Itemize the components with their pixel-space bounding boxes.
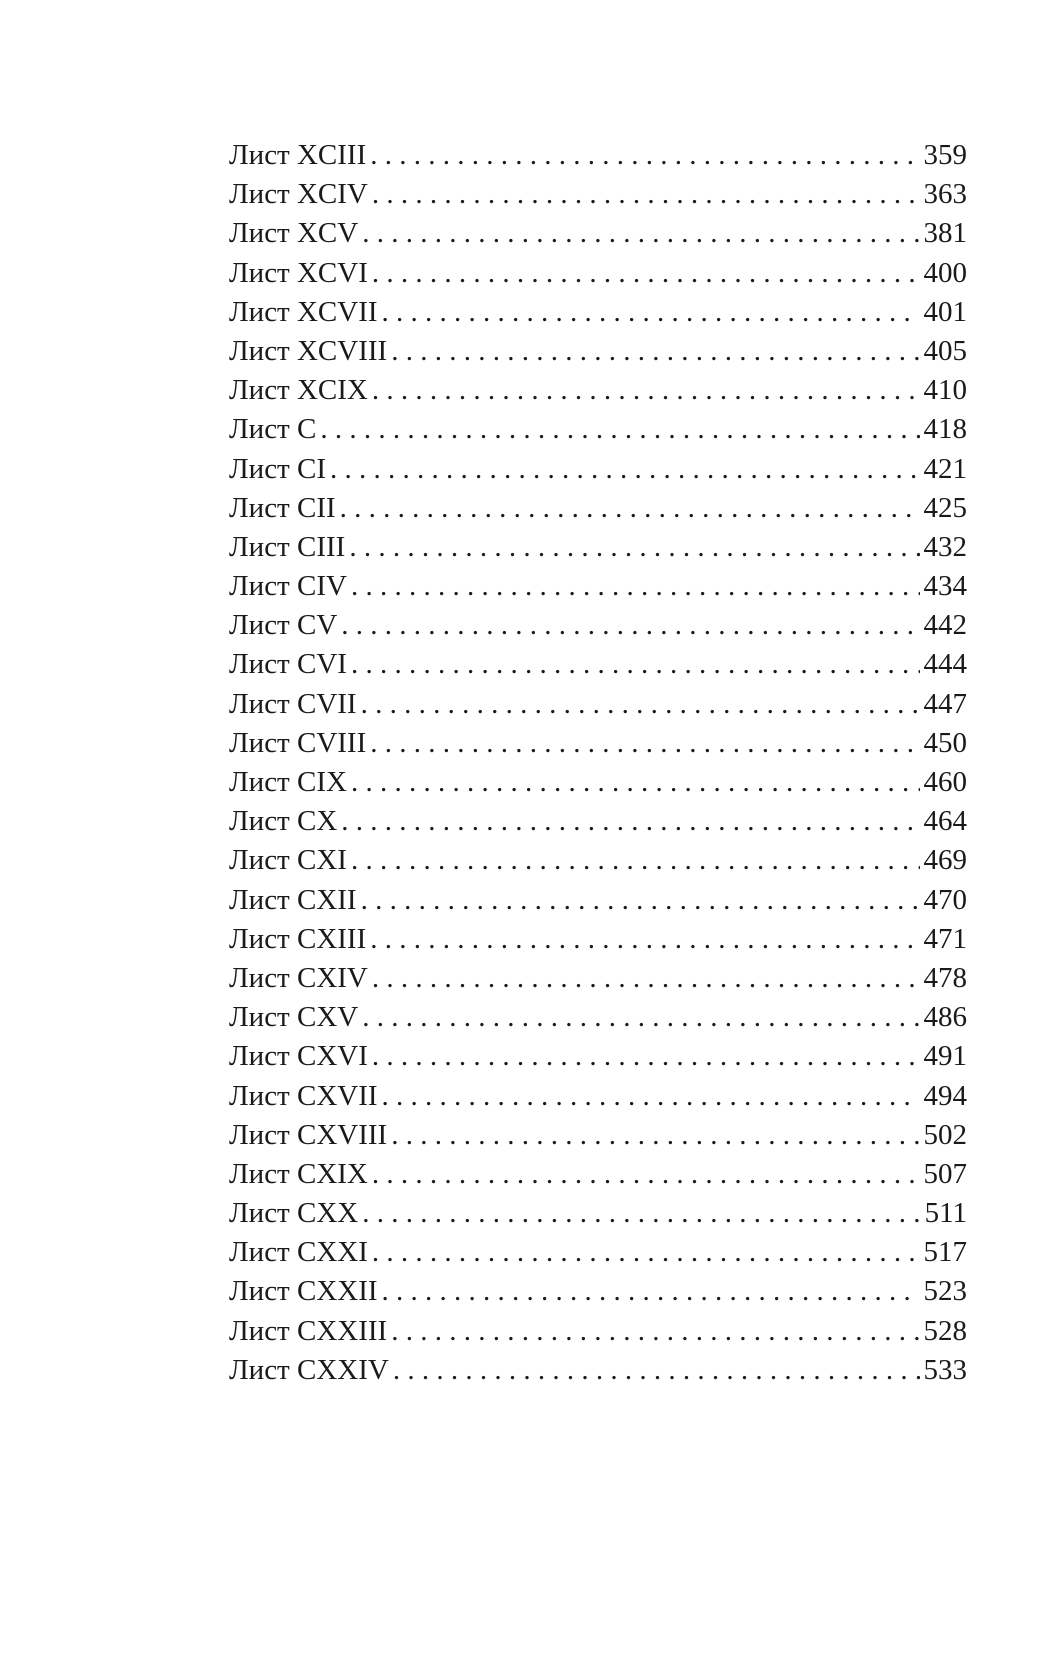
toc-entry-title: Лист CVII	[229, 687, 357, 720]
dot-leader	[341, 802, 919, 841]
toc-entry-page: 418	[923, 413, 967, 446]
toc-entry-title: Лист CI	[229, 452, 326, 485]
dot-leader	[320, 410, 919, 449]
toc-entry	[229, 606, 967, 645]
toc-entry	[229, 1351, 967, 1390]
toc-entry	[229, 881, 967, 920]
toc-entry-page: 405	[923, 334, 967, 367]
toc-entry-page: 442	[923, 609, 967, 642]
toc-entry-page: 533	[923, 1353, 967, 1386]
dot-leader	[361, 881, 920, 920]
dot-leader	[372, 1037, 920, 1076]
toc-entry-page: 410	[923, 374, 967, 407]
toc-entry	[229, 1194, 967, 1233]
toc-entry-page: 471	[923, 922, 967, 955]
toc-entry-title: Лист XCIV	[229, 178, 368, 211]
toc-entry	[229, 293, 967, 332]
toc-entry	[229, 1077, 967, 1116]
dot-leader	[382, 1077, 920, 1116]
toc-entry-page: 470	[923, 883, 967, 916]
toc-entry	[229, 920, 967, 959]
dot-leader	[351, 841, 920, 880]
dot-leader	[351, 567, 920, 606]
table-of-contents	[229, 136, 967, 1390]
toc-entry-title: Лист XCV	[229, 217, 359, 250]
toc-entry-page: 400	[923, 256, 967, 289]
toc-entry-page: 478	[923, 961, 967, 994]
toc-entry	[229, 528, 967, 567]
toc-entry-page: 359	[923, 139, 967, 171]
toc-entry-page: 460	[923, 766, 967, 798]
toc-entry	[229, 136, 967, 175]
toc-entry	[229, 1155, 967, 1194]
toc-entry-title: Лист CXIX	[229, 1157, 368, 1190]
toc-entry-title: Лист CXVI	[229, 1040, 368, 1073]
toc-entry-title: Лист CXXIV	[229, 1353, 389, 1386]
toc-entry-page: 491	[923, 1040, 967, 1073]
toc-entry	[229, 763, 967, 802]
toc-entry-title: Лист CXIII	[229, 922, 367, 955]
dot-leader	[391, 1312, 919, 1351]
toc-entry	[229, 175, 967, 214]
toc-entry	[229, 802, 967, 841]
dot-leader	[351, 645, 920, 684]
toc-entry-title: Лист CXII	[229, 883, 357, 916]
toc-entry	[229, 254, 967, 293]
toc-entry-page: 469	[923, 844, 967, 877]
toc-entry-title: Лист CV	[229, 609, 338, 642]
toc-entry	[229, 1272, 967, 1311]
toc-entry-title: Лист XCIX	[229, 374, 368, 407]
toc-entry	[229, 332, 967, 371]
toc-entry	[229, 214, 967, 253]
toc-entry	[229, 998, 967, 1037]
toc-entry	[229, 450, 967, 489]
toc-entry-page: 363	[923, 178, 967, 211]
toc-entry-title: Лист CIX	[229, 766, 347, 798]
toc-entry-title: Лист CVIII	[229, 726, 367, 759]
dot-leader	[370, 920, 919, 959]
dot-leader	[382, 1272, 920, 1311]
toc-entry	[229, 959, 967, 998]
toc-entry	[229, 1037, 967, 1076]
toc-entry-page: 447	[923, 687, 967, 720]
toc-entry-title: Лист CX	[229, 805, 338, 838]
toc-entry-title: Лист XCVII	[229, 295, 378, 328]
dot-leader	[393, 1351, 920, 1390]
toc-entry-page: 444	[923, 648, 967, 681]
toc-entry-page: 432	[923, 530, 967, 563]
toc-entry-title: Лист CII	[229, 491, 336, 524]
toc-entry-page: 401	[923, 295, 967, 328]
dot-leader	[391, 332, 919, 371]
toc-entry	[229, 567, 967, 606]
dot-leader	[370, 136, 919, 175]
dot-leader	[362, 214, 919, 253]
dot-leader	[391, 1116, 919, 1155]
dot-leader	[372, 959, 920, 998]
toc-entry-title: Лист CXXII	[229, 1275, 378, 1308]
toc-entry-page: 421	[923, 452, 967, 485]
dot-leader	[370, 724, 919, 763]
dot-leader	[372, 254, 920, 293]
dot-leader	[372, 1233, 920, 1272]
toc-entry-title: Лист C	[229, 413, 317, 446]
dot-leader	[361, 685, 920, 724]
toc-entry	[229, 841, 967, 880]
toc-entry-page: 523	[923, 1275, 967, 1308]
toc-entry-title: Лист CXXIII	[229, 1314, 388, 1347]
toc-entry	[229, 371, 967, 410]
toc-entry-page: 450	[923, 726, 967, 759]
toc-entry	[229, 489, 967, 528]
dot-leader	[330, 450, 920, 489]
toc-entry	[229, 645, 967, 684]
toc-entry-title: Лист CXXI	[229, 1236, 368, 1269]
dot-leader	[341, 606, 919, 645]
toc-entry-title: Лист CXX	[229, 1197, 359, 1230]
toc-entry-page: 511	[924, 1197, 967, 1230]
dot-leader	[372, 371, 920, 410]
toc-entry	[229, 410, 967, 449]
toc-entry-page: 502	[923, 1118, 967, 1151]
toc-entry	[229, 724, 967, 763]
toc-entry-title: Лист CXVII	[229, 1079, 378, 1112]
toc-entry-title: Лист CVI	[229, 648, 347, 681]
dot-leader	[340, 489, 920, 528]
toc-entry-title: Лист CXVIII	[229, 1118, 388, 1151]
toc-entry-title: Лист XCIII	[229, 139, 367, 171]
toc-entry-page: 425	[923, 491, 967, 524]
toc-entry-page: 464	[923, 805, 967, 838]
toc-entry-page: 381	[923, 217, 967, 250]
toc-entry-page: 517	[923, 1236, 967, 1269]
toc-entry-title: Лист CIV	[229, 570, 347, 603]
dot-leader	[351, 763, 920, 802]
toc-entry-page: 507	[923, 1157, 967, 1190]
toc-entry-page: 486	[923, 1001, 967, 1034]
dot-leader	[372, 175, 920, 214]
toc-entry-page: 434	[923, 570, 967, 603]
dot-leader	[349, 528, 919, 567]
dot-leader	[372, 1155, 920, 1194]
toc-entry	[229, 1233, 967, 1272]
toc-entry	[229, 685, 967, 724]
dot-leader	[382, 293, 920, 332]
toc-entry	[229, 1116, 967, 1155]
toc-entry-page: 528	[923, 1314, 967, 1347]
toc-entry-title: Лист XCVI	[229, 256, 368, 289]
dot-leader	[362, 1194, 920, 1233]
toc-entry-title: Лист XCVIII	[229, 334, 388, 367]
toc-entry-title: Лист CXI	[229, 844, 347, 877]
dot-leader	[362, 998, 919, 1037]
toc-entry-title: Лист CXV	[229, 1001, 359, 1034]
toc-entry	[229, 1312, 967, 1351]
toc-entry-title: Лист CIII	[229, 530, 346, 563]
toc-entry-title: Лист CXIV	[229, 961, 368, 994]
toc-entry-page: 494	[923, 1079, 967, 1112]
